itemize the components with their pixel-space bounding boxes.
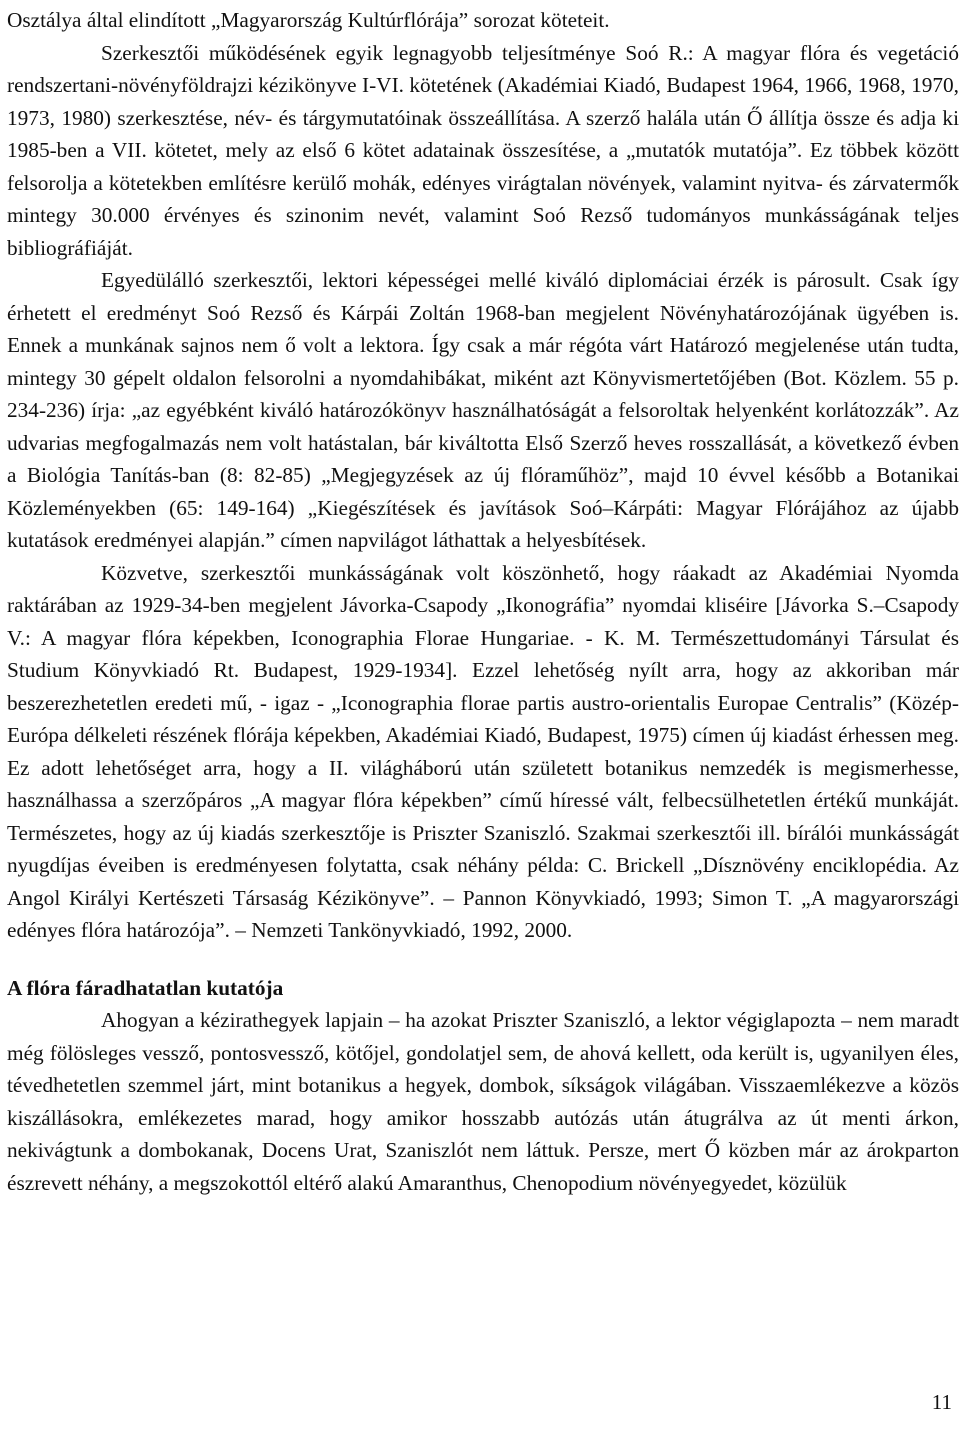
document-page [7, 4, 959, 1199]
paragraph-editorial-work: Szerkesztői működésének egyik legnagyobb teljesítménye Soó R.: A magyar flóra és vegetáció rendszertani-növényföldrajzi kézikönyve I-VI. kötetének (Akadémiai Kiadó, Budapest 1964, 1966, 1968, 1970, 1973, 1980) szerkesztése, név- és tárgymutatóinak összeállítása. A szerző halála után Ő állítja össze és adja ki 1985-ben a VII. kötetet, mely az első 6 kötet adatainak összesítése, a „mutatók mutatója”. Ez többek között felsorolja a kötetekben említésre kerülő mohák, edényes virágtalan növények, valamint nyitva- és zárvatermők mintegy 30.000 érvényes és szinonim nevét, valamint Soó Rezső tudományos munkásságának teljes bibliográfiáját. [7, 40, 959, 260]
paragraph-continuation: Osztálya által elindított „Magyarország Kultúrflórája” sorozat köteteit. [7, 8, 610, 32]
paragraph-researcher: Ahogyan a kézirathegyek lapjain – ha azokat Priszter Szaniszló, a lektor végiglapozta – nem maradt még fölösleges vessző, pontosvessző, kötőjel, gondolatjel sem, de ahová kellett, oda került is, ugyanilyen éles, tévedhetetlen szemmel járt, mint botanikus a hegyek, dombok, síkságok világában. Visszaemlékezve a közös kiszállásokra, emlékezetes marad, hogy amikor hosszabb autózás után átugrálva az út menti árkon, nekivágtunk a dombokanak, Docens Urat, Szaniszlót nem láttuk. Persze, mert Ő közben már az árokparton észrevett néhány, a megszokottól eltérő alakú Amaranthus, Chenopodium növényegyedet, közülük [7, 1008, 959, 1195]
paragraph-diplomacy: Egyedülálló szerkesztői, lektori képességei mellé kiváló diplomáciai érzék is párosult. Csak így érhetett el eredményt Soó Rezső és Kárpái Zoltán 1968-ban megjelent Növényhatározójának ügyében is. Ennek a munkának sajnos nem ő volt a lektora. Így csak a már régóta várt Határozó megjelenése után tudta, mintegy 30 gépelt oldalon felsorolni a nyomdahibákat, miként azt Könyvismertetőjében (Bot. Közlem. 55 p. 234-236) írja: „az egyébként kiváló határozókönyv használhatóságát a felsoroltak helyenként korlátozzák”. Az udvarias megfogalmazás nem volt hatástalan, bár kiváltotta Első Szerző heves rosszallását, a következő évben a Biológia Tanítás-ban (8: 82-85) „Megjegyzések az új flóraműhöz”, majd 10 évvel később a Botanikai Közleményekben (65: 149-164) „Kiegészítések és javítások Soó–Kárpáti: Magyar Flórájához az újabb kutatások eredményei alapján.” címen napvilágot láthattak a helyesbítések. [7, 268, 959, 552]
page-number: 11 [931, 1390, 952, 1414]
paragraph-iconography: Közvetve, szerkesztői munkásságának volt köszönhető, hogy ráakadt az Akadémiai Nyomda raktárában az 1929-34-ben megjelent Jávorka-Csapody „Ikonográfia” nyomdai kliséire [Jávorka S.–Csapody V.: A magyar flóra képekben, Iconographia Florae Hungariae. - K. M. Természettudományi Társulat és Studium Könyvkiadó Rt. Budapest, 1929-1934]. Ezzel lehetőség nyílt arra, hogy az akkoriban már beszerezhetetlen eredeti mű, - igaz - „Iconographia florae partis austro-orientalis Europae Centralis” (Közép-Európa délkeleti részének flórája képekben, Akadémiai Kiadó, Budapest, 1975) címen új kiadást érhessen meg. Ez adott lehetőséget arra, hogy a II. világháború után született botanikus nemzedék is megismerhesse, használhassa a szerzőpáros „A magyar flóra képekben” című híressé vált, felbecsülhetetlen értékű munkáját. Természetes, hogy az új kiadás szerkesztője is Priszter Szaniszló. Szakmai szerkesztői ill. bírálói munkásságát nyugdíjas éveiben is eredményesen folytatta, csak néhány példa: C. Brickell „Dísznövény enciklopédia. Az Angol Királyi Kertészeti Társaság Kézikönyve”. – Pannon Könyvkiadó, 1993; Simon T. „A magyarországi edényes flóra határozója”. – Nemzeti Tankönyvkiadó, 1992, 2000. [7, 560, 959, 942]
section-heading: A flóra fáradhatatlan kutatója [7, 975, 284, 1000]
